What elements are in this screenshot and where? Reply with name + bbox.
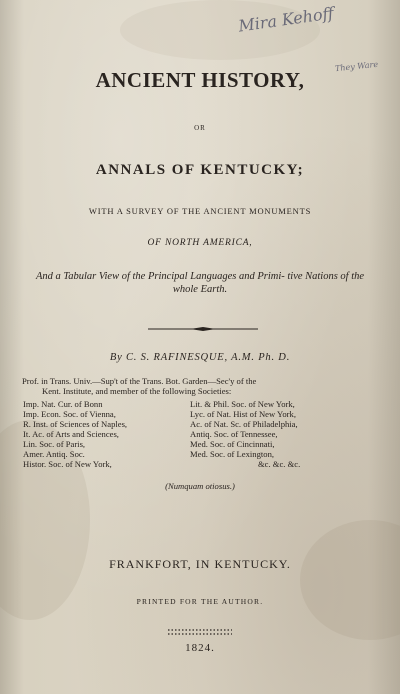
society-item: Ac. of Nat. Sc. of Philadelphia, xyxy=(190,419,298,429)
society-item: Amer. Antiq. Soc. xyxy=(23,449,85,459)
et-cetera: &c. &c. &c. xyxy=(258,459,301,469)
society-item: Imp. Nat. Cur. of Bonn xyxy=(23,399,103,409)
motto: (Numquam otiosus.) xyxy=(165,481,235,491)
societies-left-column xyxy=(23,399,188,469)
handwritten-note: They Ware xyxy=(334,59,379,74)
society-item: Antiq. Soc. of Tennessee, xyxy=(190,429,278,439)
society-item: Med. Soc. of Cincinnati, xyxy=(190,439,275,449)
handwritten-signature: Mira Kehoff xyxy=(237,3,335,36)
paper-stain xyxy=(300,520,400,640)
place-of-publication: FRANKFORT, IN KENTUCKY. xyxy=(109,557,291,571)
credentials-line: Prof. in Trans. Univ.—Sup't of the Trans. Bot. Garden—Sec'y of the xyxy=(22,376,257,386)
tabular-view-line: And a Tabular View of the Principal Languages and Primi- tive Nations of the whole Earth. xyxy=(35,271,365,295)
society-item: Lit. & Phil. Soc. of New York, xyxy=(190,399,295,409)
book-title: ANCIENT HISTORY, xyxy=(95,68,305,92)
author-line: By C. S. RAFINESQUE, A.M. Ph. D. xyxy=(109,352,291,363)
printed-for-line: PRINTED FOR THE AUTHOR. xyxy=(136,597,264,606)
society-item: Imp. Econ. Soc. of Vienna, xyxy=(23,409,116,419)
society-item: Histor. Soc. of New York, xyxy=(23,459,112,469)
book-subtitle: ANNALS OF KENTUCKY; xyxy=(95,162,305,178)
decorative-rule xyxy=(148,327,258,331)
society-item: Med. Soc. of Lexington, xyxy=(190,449,275,459)
credentials-line: Kent. Institute, and member of the following Societies: xyxy=(42,386,232,396)
society-item: It. Ac. of Arts and Sciences, xyxy=(23,429,119,439)
north-america-line: OF NORTH AMERICA, xyxy=(147,238,253,248)
society-item: Lin. Soc. of Paris, xyxy=(23,439,86,449)
publication-year: 1824. xyxy=(185,642,215,654)
societies-right-column xyxy=(190,399,340,459)
society-item: R. Inst. of Sciences of Naples, xyxy=(23,419,128,429)
dotted-ornament xyxy=(168,628,232,636)
or-connector: OR xyxy=(194,124,206,132)
society-item: Lyc. of Nat. Hist of New York, xyxy=(190,409,296,419)
survey-line: WITH A SURVEY OF THE ANCIENT MONUMENTS xyxy=(88,206,312,216)
